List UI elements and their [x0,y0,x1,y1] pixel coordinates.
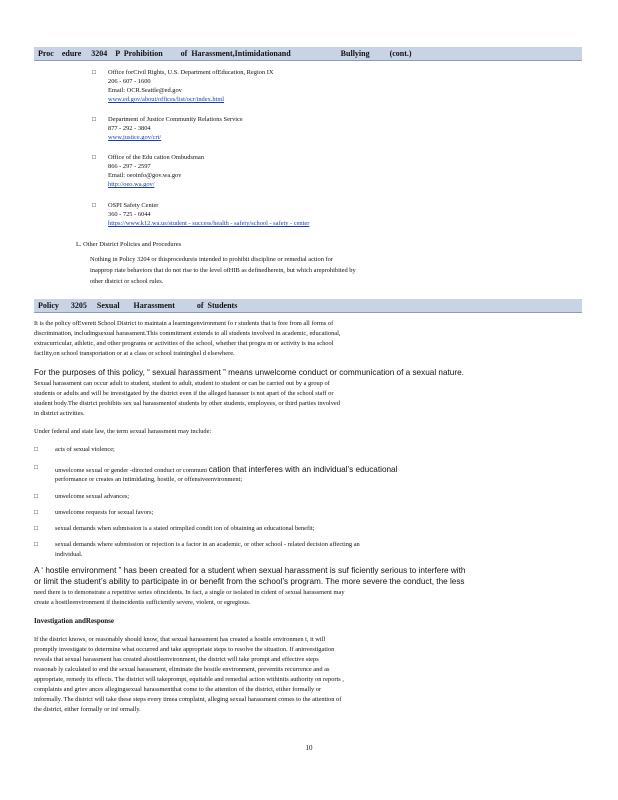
purpose-line4: in district activities. [34,410,85,417]
bullet-glyph: □ [92,202,96,209]
under-law-line: Under federal and state law, the term sexual harassment may include: [34,428,212,435]
list-item-emphasis: cation that interferes with an individual’s educational [208,465,398,474]
hostile-environment-line2: or limit the student’s ability to participate in or benefit from the school’s program. The more severe the conduct, the less [34,577,465,586]
investigation-line5: appropriate, remedy its effects. The district will takeprompt, equitable and remedial action withinits authority on reports , [34,676,344,683]
section-header-policy-3205 [34,299,582,313]
contact-ospi-phone: 360 - 725 - 6044 [108,211,151,218]
other-policies-line1: Nothing in Policy 3204 or thisprocedureis intended to prohibit discipline or remedial action for [90,256,333,263]
hostile-line4: create a hostileenvironment if theincidentis sufficiently severe, violent, or egregious. [34,599,251,606]
contact-ombudsman-email: Email: oeoinfo@gov.wa.gov [108,172,182,179]
bullet-glyph: □ [34,493,38,500]
bullet-glyph: □ [34,446,38,453]
investigation-line6: complaints and griev ances allegingsexual harassmentthat come to the attention of the district, either formally or [34,686,322,693]
investigation-line4: reasonab ly calculated to end the sexual harassment, eliminate the hostile environment, preventits recurrence and as [34,666,330,673]
contact-ospi-line1: OSPI Safety Center [108,202,159,209]
investigation-line1: If the district knows, or reasonably should know, that sexual harassment has created a hostile environmen t, it will [34,636,326,643]
page-number: 10 [305,744,313,752]
contact-ospi-link[interactable]: https://www.k12.wa.us/student - success/health - safety/school - safety - center [108,220,310,227]
investigation-heading: Investigation andResponse [34,617,114,625]
bullet-glyph: □ [34,525,38,532]
other-policies-line2: inapprop riate behaviors that do not rise to the level ofHIB as definedherein, but which areprohibited by [90,267,356,274]
bullet-glyph: □ [92,69,96,76]
contact-ocr-email: Email: OCR.Seattle@ed.gov [108,87,182,94]
contact-doj-phone: 877 - 292 - 3804 [108,125,151,132]
other-policies-line3: other district or school rules. [90,278,164,285]
contact-ocr-phone: 206 - 607 - 1600 [108,78,151,85]
bullet-glyph: □ [92,154,96,161]
contact-doj-line1: Department of Justice Community Relations Service [108,116,243,123]
contact-ombudsman-phone: 866 - 297 - 2597 [108,163,151,170]
other-policies-title: L. Other District Policies and Procedures [76,241,182,248]
list-item [55,465,397,475]
purpose-line2: students or adults and will be investigated by the district even if the alleged harasser is not apart of the school staff or [34,390,334,397]
investigation-line8: the district, either formally or inf ormally. [34,706,141,713]
investigation-line7: informally. The district will take these steps every timea complaint, alleging sexual harassment comes to the attention of [34,696,342,703]
bullet-glyph: □ [34,509,38,516]
purpose-line3: student body.The district prohibits sex ual harassmentof students by other students, employees, or third parties involved [34,400,340,407]
investigation-line2: promptly investigate to determine what occurred and take appropriate steps to resolve the situation. If aninvestigation [34,646,335,653]
list-item: acts of sexual violence; [55,446,115,453]
intro-line4: facility,on school transportation or at a class or school traininghel d elsewhere. [34,350,235,357]
list-item-text: unwelcome sexual or gender -directed conduct or communi [55,467,209,474]
intro-line1: It is the policy ofEverett School District to maintain a learningenvironment fo r students that is free from all forms of [34,320,334,327]
bullet-glyph: □ [92,116,96,123]
section-header-procedure-3204 [34,47,582,61]
hostile-environment-line1: A ‘ hostile environment ” has been created for a student when sexual harassment is suf ficiently serious to interfere with [34,566,466,575]
intro-line3: extracurricular, athletic, and other programs or activities of the school, whether that progra m or activity is ina school [34,340,334,347]
bullet-glyph: □ [34,464,38,471]
section-header-text: Proc edure 3204 P Prohibition of Harassment,Intimidationand Bullying (cont.) [38,49,412,58]
contact-ocr-line1: Office forCivil Rights, U.S. Department ofEducation, Region IX [108,69,274,76]
intro-line2: discrimination, includingsexual harassment.This commitment extends to all students involved in academic, educational, [34,330,341,337]
list-item-continuation: individual. [55,551,83,558]
list-item: unwelcome requests for sexual favors; [55,509,154,516]
hostile-line3: need there is to demonstrate a repetitive series ofincidents. In fact, a single or isolated in cident of sexual harassment may [34,589,345,596]
purpose-line1: Sexual harassment can occur adult to student, student to adult, student to student or can be carried out by a group of [34,380,330,387]
contact-ombudsman-line1: Office of the Edu cation Ombudsman [108,154,204,161]
list-item: unwelcome sexual advances; [55,493,130,500]
contact-doj-link[interactable]: www.justice.gov/crt/ [108,134,162,141]
list-item: sexual demands where submission or rejection is a factor in an academic, or other school - related decision affecting an [55,541,360,548]
contact-ocr-link[interactable]: www.ed.gov/about/offices/list/ocr/index.html [108,96,225,103]
list-item-continuation: performance or creates an intimidating, hostile, or offensiveenvironment; [55,476,243,483]
purpose-statement: For the purposes of this policy, “ sexual harassment ” means unwelcome conduct or communication of a sexual nature. [34,368,464,377]
list-item: sexual demands when submission is a stated orimplied condit ion of obtaining an educational benefit; [55,525,315,532]
investigation-line3: reveals that sexual harassment has created ahostileenvironment, the district will take prompt and effective steps [34,656,319,663]
contact-ombudsman-link[interactable]: http://oeo.wa.gov/ [108,181,155,188]
bullet-glyph: □ [34,541,38,548]
section-header-text: Policy 3205 Sexual Harassment of Students [38,301,238,310]
